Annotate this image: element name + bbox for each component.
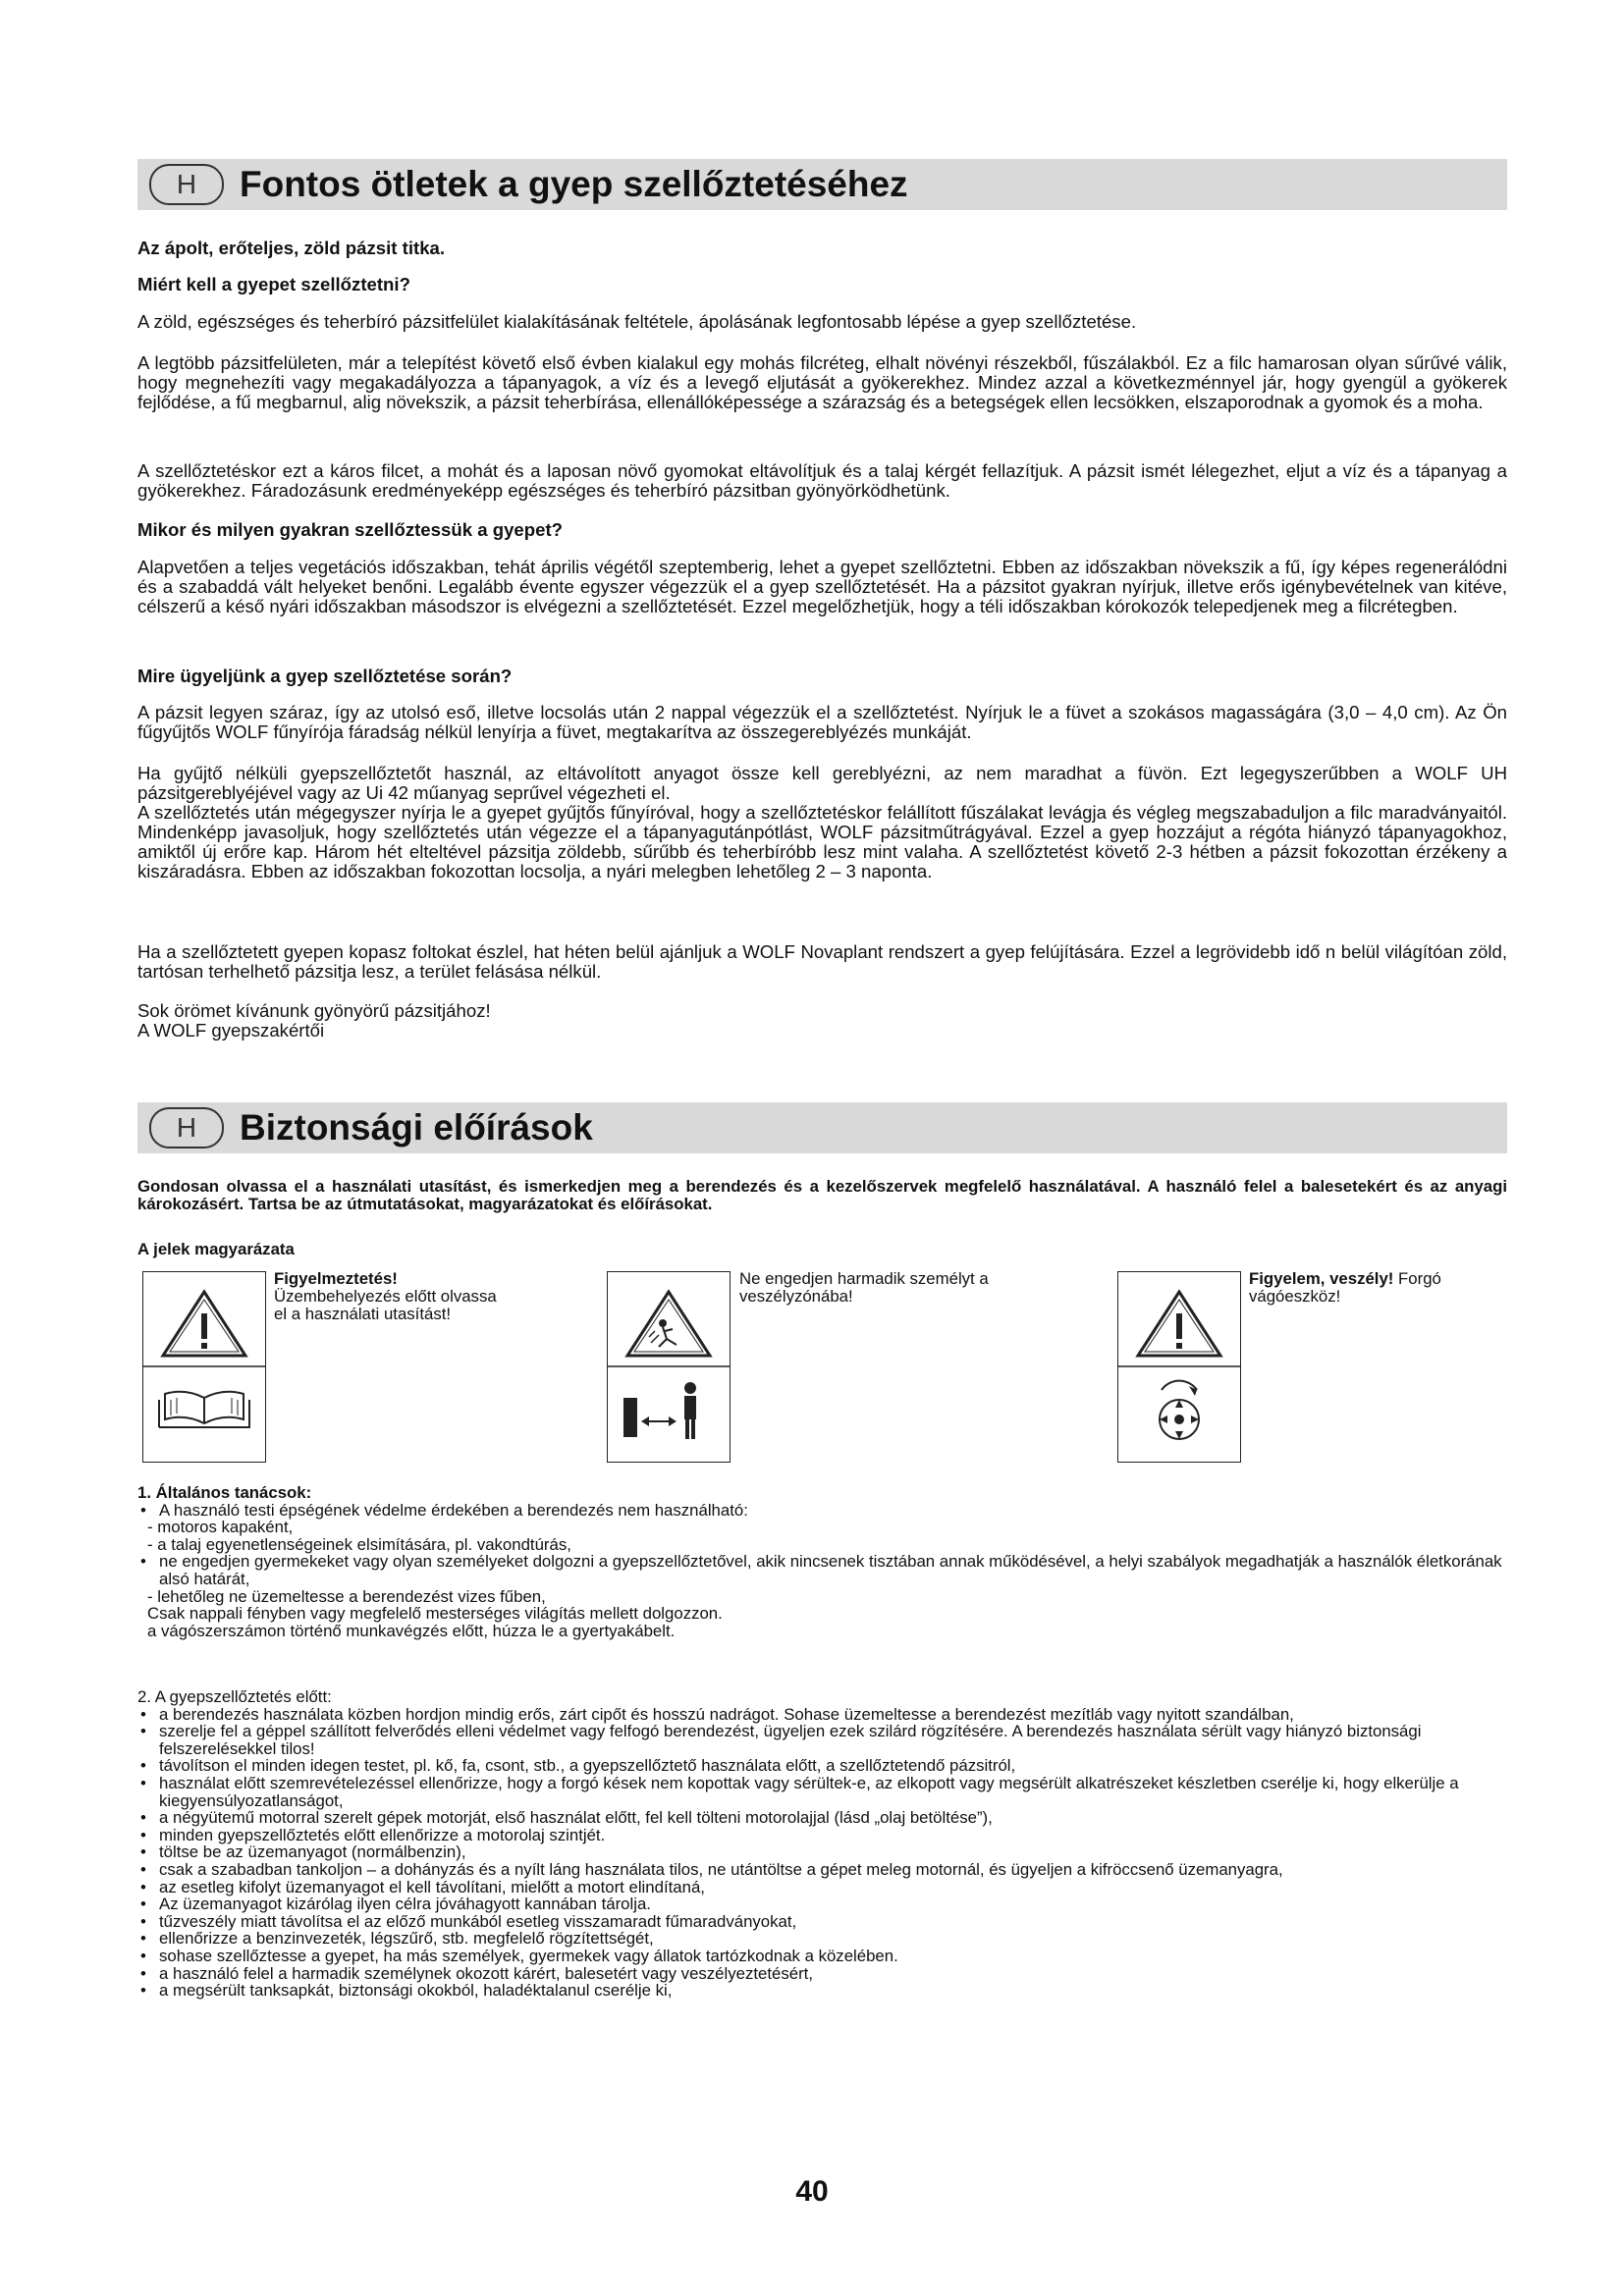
- sign2-caption: [739, 1270, 995, 1306]
- heading-why: [137, 274, 1507, 295]
- list-item: • sohase szellőztesse a gyepet, ha más személyek, gyermekek vagy állatok tartózkodnak a közelében.: [137, 1948, 1507, 1965]
- paragraph: A pázsit legyen száraz, így az utolsó eső, illetve locsolás után 2 nappal végezzük el a szellőztetést. Nyírjuk le a füvet a szokásos magasságára (3,0 – 4,0 cm). Az Ön fűgyűjtős WOLF fűnyírója fáradság nélkül lenyírja a füvet, megtakarítva az összegereblyézés munkáját.: [137, 702, 1507, 742]
- paragraph: A szellőztetéskor ezt a káros filcet, a mohát és a laposan növő gyomokat eltávolítjuk és a talaj kérgét fellazítjuk. A pázsit ismét lélegezhet, eljut a víz és a tápanyag a gyökerekhez. Fáradozásunk eredményeképp egészséges és teherbíró pázsitban gyönyörködhetünk.: [137, 460, 1507, 501]
- legend-heading: A jelek magyarázata: [137, 1240, 295, 1258]
- sign3-text: Forgó vágóeszköz!: [1249, 1269, 1441, 1306]
- paragraph: Alapvetően a teljes vegetációs időszakban, tehát április végétől szeptemberig, lehet a gyepet szellőztetni. Ebben az időszakban növekszik a fű, így képes regenerálódni és a szabaddá vált helyeket benőni. Legalább évente egyszer végezzük el a gyep szellőztetését. Ha a pázsitot gyakran nyírjuk, illetve erős igénybevételnek van kitéve, célszerű a késő nyári időszakban másodszor is elvégezni a szellőztetését. Ezzel megelőzhetjük, hogy a téli időszakban kórokozók telepedjenek meg a filcrétegben.: [137, 557, 1507, 616]
- hazard-zone-icon: [608, 1272, 730, 1462]
- general-advice: [137, 1484, 1507, 1639]
- section-header-safety: [137, 1102, 1507, 1153]
- section-title: Fontos ötletek a gyep szellőztetéséhez: [240, 164, 908, 204]
- sign-keep-away: [607, 1271, 731, 1463]
- language-badge: H: [149, 1107, 224, 1148]
- sign3-caption: [1249, 1270, 1485, 1306]
- safety-intro: [137, 1178, 1507, 1212]
- general-title: 1. Általános tanácsok:: [137, 1483, 312, 1502]
- paragraph-4: [137, 558, 1507, 616]
- list-item: • távolítson el minden idegen testet, pl. kő, fa, csont, stb., a gyepszellőztető használata előtt, a szellőztetendő pázsitról,: [137, 1757, 1507, 1775]
- closing-signature: A WOLF gyepszakértői: [137, 1020, 325, 1041]
- warning-signs: [137, 1266, 1507, 1482]
- list-item: - lehetőleg ne üzemeltesse a berendezést vizes fűben,: [147, 1586, 546, 1606]
- sign-read-manual: [142, 1271, 266, 1463]
- list-item: • használat előtt szemrevételezéssel ellenőrizze, hogy a forgó kések nem kopottak vagy sérültek-e, az elkopott vagy megsérült alkatrészeket készletben cserélje ki, hogy elkerülje a kiegyensúlyozatlanságot,: [137, 1775, 1507, 1809]
- paragraph-7: [137, 803, 1507, 881]
- list-item: • szerelje fel a géppel szállított felverődés elleni védelmet vagy felfogó berendezést, ügyeljen ezek szilárd rögzítésére. A berendezés használata sérült vagy hiányzó biztonsági felszerelésekkel tilos!: [137, 1723, 1507, 1757]
- sign1-title: Figyelmeztetés!: [274, 1269, 398, 1288]
- list-item: • minden gyepszellőztetés előtt ellenőrizze a motorolaj szintjét.: [137, 1827, 1507, 1844]
- list-item: • a használó felel a harmadik személynek okozott kárért, balesetért vagy veszélyeztetésért,: [137, 1965, 1507, 1983]
- list-item: • a berendezés használata közben hordjon mindig erős, zárt cipőt és hosszú nadrágot. Sohase üzemeltesse a berendezést mezítláb vagy nyitott szandálban,: [137, 1706, 1507, 1724]
- heading: Mikor és milyen gyakran szellőztessük a gyepet?: [137, 519, 563, 540]
- paragraph-2: [137, 353, 1507, 412]
- paragraph-3: [137, 461, 1507, 501]
- paragraph-6: [137, 764, 1507, 803]
- list-item: • a megsérült tanksapkát, biztonsági okokból, haladéktalanul cserélje ki,: [137, 1982, 1507, 2000]
- list-item: • A használó testi épségének védelme érdekében a berendezés nem használható:: [137, 1502, 1507, 1520]
- language-badge: H: [149, 164, 224, 205]
- paragraph: Ha gyűjtő nélküli gyepszellőztetőt használ, az eltávolított anyagot össze kell gereblyézni, az nem maradhat a füvön. Ezt legegyszerűbben a WOLF UH pázsitgereblyéjével vagy az Ui 42 műanyag seprűvel végezheti el.: [137, 763, 1507, 803]
- before-list: [137, 1706, 1507, 2000]
- list-item: - motoros kapaként,: [147, 1518, 294, 1537]
- subtitle-block: [137, 238, 1507, 259]
- sign-rotating-blade: [1117, 1271, 1241, 1463]
- closing: [137, 1001, 1507, 1041]
- general-list: [137, 1502, 1507, 1640]
- subtitle: Az ápolt, erőteljes, zöld pázsit titka.: [137, 238, 446, 258]
- paragraph: A szellőztetés után mégegyszer nyírja le a gyepet gyűjtős fűnyíróval, hogy a szellőztetéskor felállított fűszálakat levágja és végleg megszabaduljon a filc maradványaitól. Mindenképp javasoljuk, hogy szellőztetés után végezze el a tápanyagutánpótlást, WOLF pázsitműtrágyával. Ezzel a gyep hozzájut a régóta hiányzó tápanyagokhoz, amiktől új erőre kap. Három hét elteltével pázsitja zöldebb, sűrűbb és teherbíróbb lesz mint valaha. A szellőztetést követő 2-3 hétben a pázsit fokozottan érzékeny a kiszáradásra. Ebben az időszakban fokozottan locsolja, a nyári melegben lehetőleg 2 – 3 naponta.: [137, 802, 1507, 881]
- list-item: • ne engedjen gyermekeket vagy olyan személyeket dolgozni a gyepszellőztetővel, akik nincsenek tisztában annak működésével, a helyi szabályok megadhatják a használók életkorának alsó határát,: [137, 1553, 1507, 1587]
- sign3-title: Figyelem, veszély!: [1249, 1269, 1394, 1288]
- list-item: • az esetleg kifolyt üzemanyagot el kell távolítani, mielőtt a motort elindítaná,: [137, 1879, 1507, 1896]
- list-item: a vágószerszámon történő munkavégzés előtt, húzza le a gyertyakábelt.: [147, 1621, 676, 1640]
- list-item: • a négyütemű motorral szerelt gépek motorját, első használat előtt, fel kell tölteni motorolajjal (lásd „olaj betöltése”),: [137, 1809, 1507, 1827]
- paragraph: A zöld, egészséges és teherbíró pázsitfelület kialakításának feltétele, ápolásának legfontosabb lépése a gyep szellőztetése.: [137, 311, 1137, 332]
- before-aeration: [137, 1688, 1507, 2000]
- page-number: 40: [795, 2175, 829, 2208]
- intro-text: Gondosan olvassa el a használati utasítást, és ismerkedjen meg a berendezés és a kezelőszervek megfelelő használatával. A használó felel a balesetekért és az anyagi károkozásért. Tartsa be az útmutatásokat, magyarázatokat és előírásokat.: [137, 1177, 1507, 1213]
- list-item: • tűzveszély miatt távolítsa el az előző munkából esetleg visszamaradt fűmaradványokat,: [137, 1913, 1507, 1931]
- section-title: Biztonsági előírások: [240, 1107, 593, 1148]
- distance-person-icon: [623, 1382, 696, 1439]
- before-title: 2. A gyepszellőztetés előtt:: [137, 1687, 332, 1706]
- heading: Mire ügyeljünk a gyep szellőztetése során?: [137, 666, 513, 686]
- paragraph: A legtöbb pázsitfelületen, már a telepítést követő első évben kialakul egy mohás filcréteg, elhalt növényi részekből, fűszálakból. Ez a filc hamarosan olyan sűrűvé válik, hogy megnehezíti vagy megakadályozza a tápanyagok, a víz és a levegő eljutását a gyökerekhez. Mindez azzal a következménnyel jár, hogy gyengül a gyökerek fejlődése, a fű megbarnul, alig növekszik, a pázsit teherbírása, ellenállóképessége a szárazság és a betegségek ellen lecsökken, elszaporodnak a gyomok és a moha.: [137, 352, 1507, 412]
- paragraph-1: [137, 312, 1507, 332]
- sign2-text: Ne engedjen harmadik személyt a veszélyzónába!: [739, 1269, 989, 1306]
- list-item: • ellenőrizze a benzinvezeték, légszűrő, stb. megfelelő rögzítettségét,: [137, 1930, 1507, 1948]
- list-item: • töltse be az üzemanyagot (normálbenzin),: [137, 1843, 1507, 1861]
- heading-when: [137, 519, 1507, 541]
- paragraph-5: [137, 703, 1507, 742]
- list-item: Csak nappali fényben vagy megfelelő mesterséges világítás mellett dolgozzon.: [147, 1604, 723, 1624]
- legend-title: [137, 1241, 1507, 1258]
- sign1-caption: [274, 1270, 510, 1323]
- closing-line: Sok örömet kívánunk gyönyörű pázsitjához!: [137, 1000, 491, 1021]
- list-item: • csak a szabadban tankoljon – a dohányzás és a nyílt láng használata tilos, ne utántöltse a gépet meleg motornál, és ügyeljen a kifröccsenő üzemanyagra,: [137, 1861, 1507, 1879]
- paragraph-8: [137, 942, 1507, 982]
- list-item: • Az üzemanyagot kizárólag ilyen célra jóváhagyott kannában tárolja.: [137, 1896, 1507, 1913]
- heading-care: [137, 666, 1507, 687]
- section-header-lawn-tips: [137, 159, 1507, 210]
- paragraph: Ha a szellőztetett gyepen kopasz foltokat észlel, hat héten belül ajánljuk a WOLF Novaplant rendszert a gyep felújítására. Ezzel a legrövidebb idő n belül világítóan zöld, tartósan terhelhető pázsitja lesz, a terület felásása nélkül.: [137, 941, 1507, 982]
- sign1-text: Üzembehelyezés előtt olvassa el a használati utasítást!: [274, 1287, 497, 1323]
- rotating-blade-icon: [1118, 1272, 1240, 1462]
- list-item: - a talaj egyenetlenségeinek elsimítására, pl. vakondtúrás,: [147, 1534, 571, 1554]
- open-book-icon: [159, 1392, 249, 1427]
- heading: Miért kell a gyepet szellőztetni?: [137, 274, 410, 294]
- warning-triangle-icon: [143, 1272, 265, 1462]
